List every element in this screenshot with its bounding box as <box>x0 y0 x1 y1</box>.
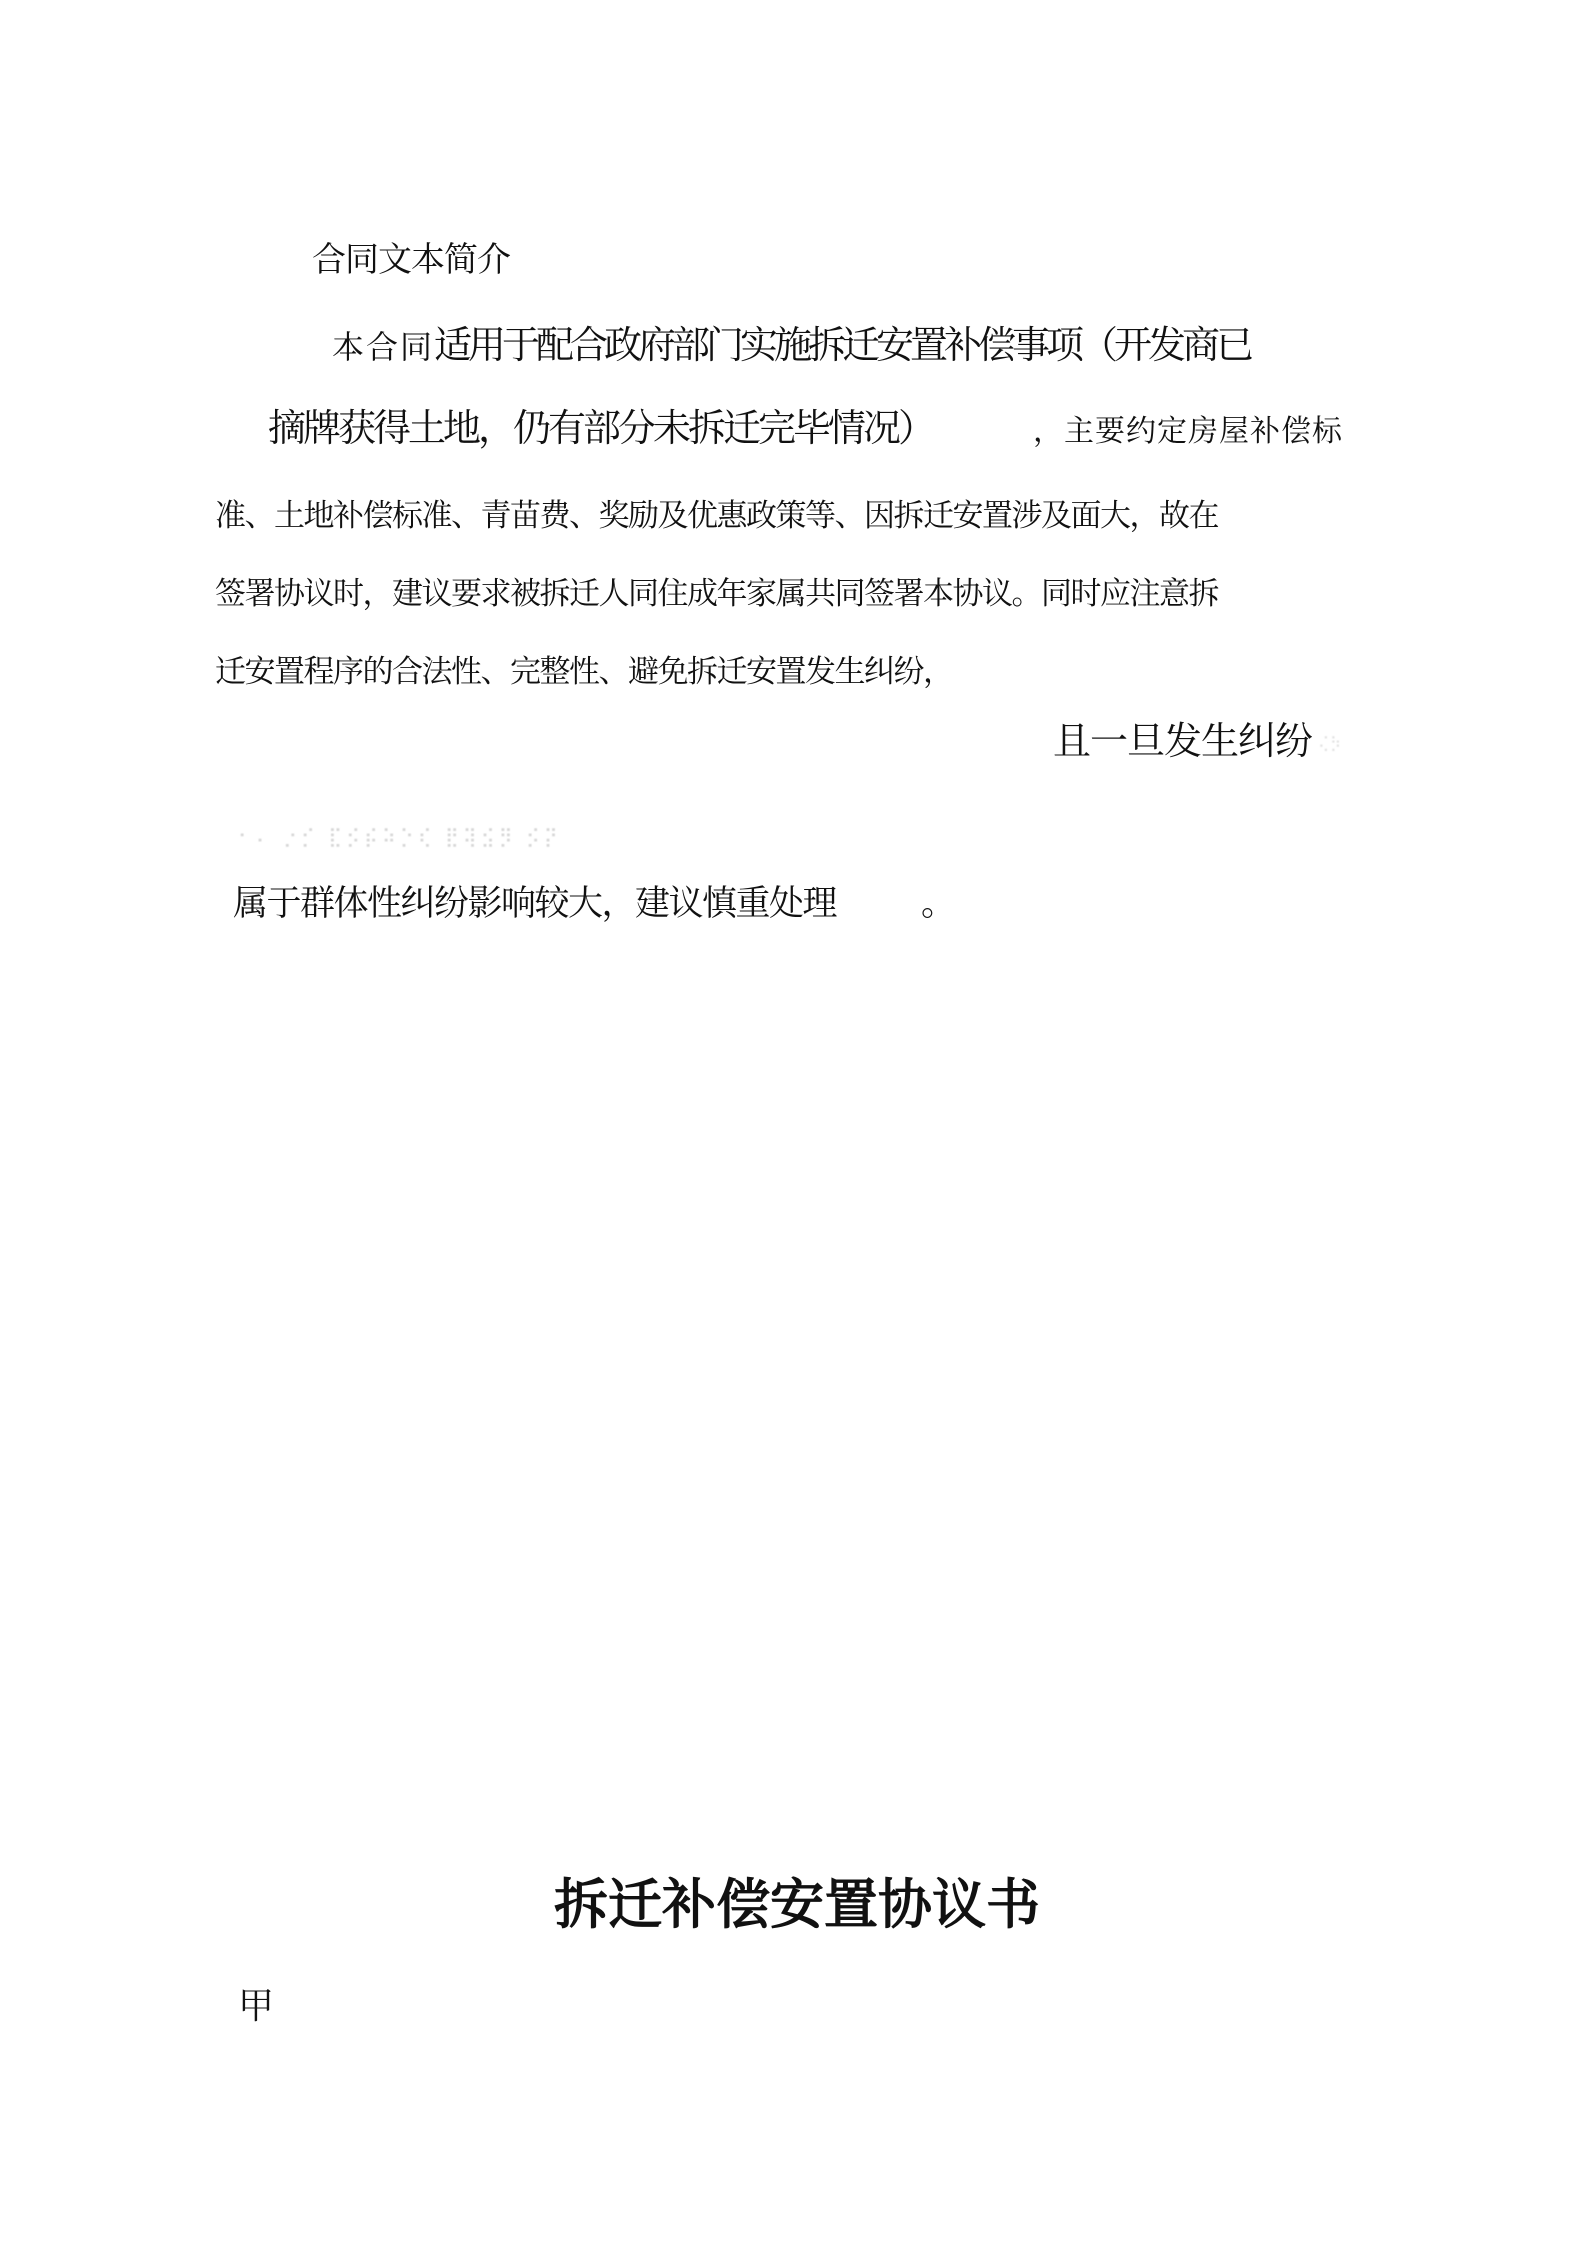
intro-heading: 合同文本简介 <box>312 241 510 279</box>
closing-period: 。 <box>921 884 955 923</box>
intro-paragraph-line-1 <box>332 327 1250 365</box>
intro-line2-small-text: ，主要约定房屋补偿标 <box>1033 415 1344 448</box>
intro-lead-small-text: 本合同 <box>332 329 435 365</box>
intro-paragraph-line-5: 迁安置程序的合法性、完整性、避免拆迁安置发生纠纷， <box>215 654 953 689</box>
emphasis-text: 且一旦发生纠纷 <box>1053 721 1313 763</box>
agreement-title: 拆迁补偿安置协议书 <box>554 1875 1040 1935</box>
faint-speckle-mark: ⢌⡳ <box>1318 735 1342 752</box>
closing-line <box>233 886 955 921</box>
party-a-label: 甲 <box>238 1985 275 2026</box>
intro-paragraph-line-3: 准、土地补偿标准、青苗费、奖励及优惠政策等、因拆迁安置涉及面大，故在 <box>215 498 1218 533</box>
closing-text: 属于群体性纠纷影响较大，建议慎重处理 <box>233 884 837 923</box>
intro-paragraph-line-4: 签署协议时，建议要求被拆迁人同住成年家属共同签署本协议。同时应注意拆 <box>215 576 1218 611</box>
illegible-watermark-text: ⠂⠄ ⡐⡊ ⣏⡪⡮⠵⡑⢎ ⣟⢽⣪⡻ ⡪⡝ <box>238 827 562 848</box>
intro-line2-large-text: 摘牌获得土地，仍有部分未拆迁完毕情况） <box>268 408 934 450</box>
intro-lead-large-text: 适用于配合政府部门实施拆迁安置补偿事项（开发商已 <box>434 325 1251 367</box>
intro-paragraph-line-2 <box>268 410 1343 448</box>
